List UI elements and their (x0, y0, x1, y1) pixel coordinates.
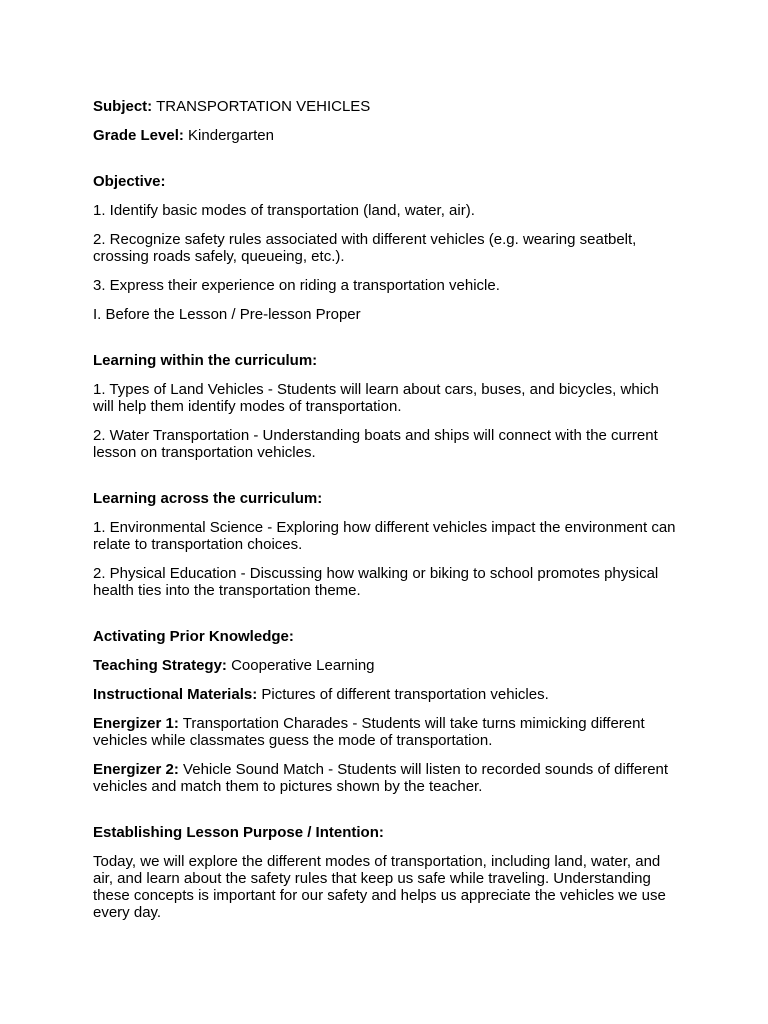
instructional-materials-line (93, 686, 678, 703)
instructional-materials-value: Pictures of different transportation vehicles. (261, 686, 549, 703)
within-curriculum-heading: Learning within the curriculum: (93, 352, 318, 369)
pre-lesson-heading: I. Before the Lesson / Pre-lesson Proper (93, 306, 361, 323)
energizer-1-label: Energizer 1: (93, 715, 179, 732)
energizer-2-value: Vehicle Sound Match - Students will listen to recorded sounds of different vehicles and match them to pictures shown by the teacher. (93, 761, 669, 795)
across-curriculum-item-1: 1. Environmental Science - Exploring how different vehicles impact the environment can relate to transportation choices. (93, 519, 676, 553)
document-body (93, 98, 678, 921)
objective-heading: Objective: (93, 173, 166, 190)
teaching-strategy-label: Teaching Strategy: (93, 657, 227, 674)
prior-knowledge-heading: Activating Prior Knowledge: (93, 628, 294, 645)
subject-label: Subject: (93, 98, 153, 115)
teaching-strategy-line (93, 657, 678, 674)
grade-level-value: Kindergarten (188, 127, 274, 144)
lesson-purpose-heading: Establishing Lesson Purpose / Intention: (93, 824, 384, 841)
grade-level-line (93, 127, 678, 144)
subject-value: TRANSPORTATION VEHICLES (156, 98, 371, 115)
subject-line (93, 98, 678, 115)
energizer-1-value: Transportation Charades - Students will take turns mimicking different vehicles while classmates guess the mode of transportation. (93, 715, 645, 749)
teaching-strategy-value: Cooperative Learning (231, 657, 375, 674)
within-curriculum-item-2: 2. Water Transportation - Understanding boats and ships will connect with the current lesson on transportation vehicles. (93, 427, 658, 461)
across-curriculum-heading: Learning across the curriculum: (93, 490, 323, 507)
energizer-2-label: Energizer 2: (93, 761, 179, 778)
objective-item-2: 2. Recognize safety rules associated with different vehicles (e.g. wearing seatbelt, crossing roads safely, queueing, etc.). (93, 231, 637, 265)
instructional-materials-label: Instructional Materials: (93, 686, 258, 703)
lesson-purpose-text: Today, we will explore the different modes of transportation, including land, water, and air, and learn about the safety rules that keep us safe while traveling. Understanding these concepts is important for our safety and helps us appreciate the vehicles we use every day. (93, 853, 666, 921)
grade-level-label: Grade Level: (93, 127, 184, 144)
energizer-2-line (93, 761, 678, 795)
within-curriculum-item-1: 1. Types of Land Vehicles - Students will learn about cars, buses, and bicycles, which will help them identify modes of transportation. (93, 381, 659, 415)
objective-item-1: 1. Identify basic modes of transportation (land, water, air). (93, 202, 475, 219)
energizer-1-line (93, 715, 678, 749)
across-curriculum-item-2: 2. Physical Education - Discussing how walking or biking to school promotes physical health ties into the transportation theme. (93, 565, 659, 599)
objective-item-3: 3. Express their experience on riding a transportation vehicle. (93, 277, 500, 294)
